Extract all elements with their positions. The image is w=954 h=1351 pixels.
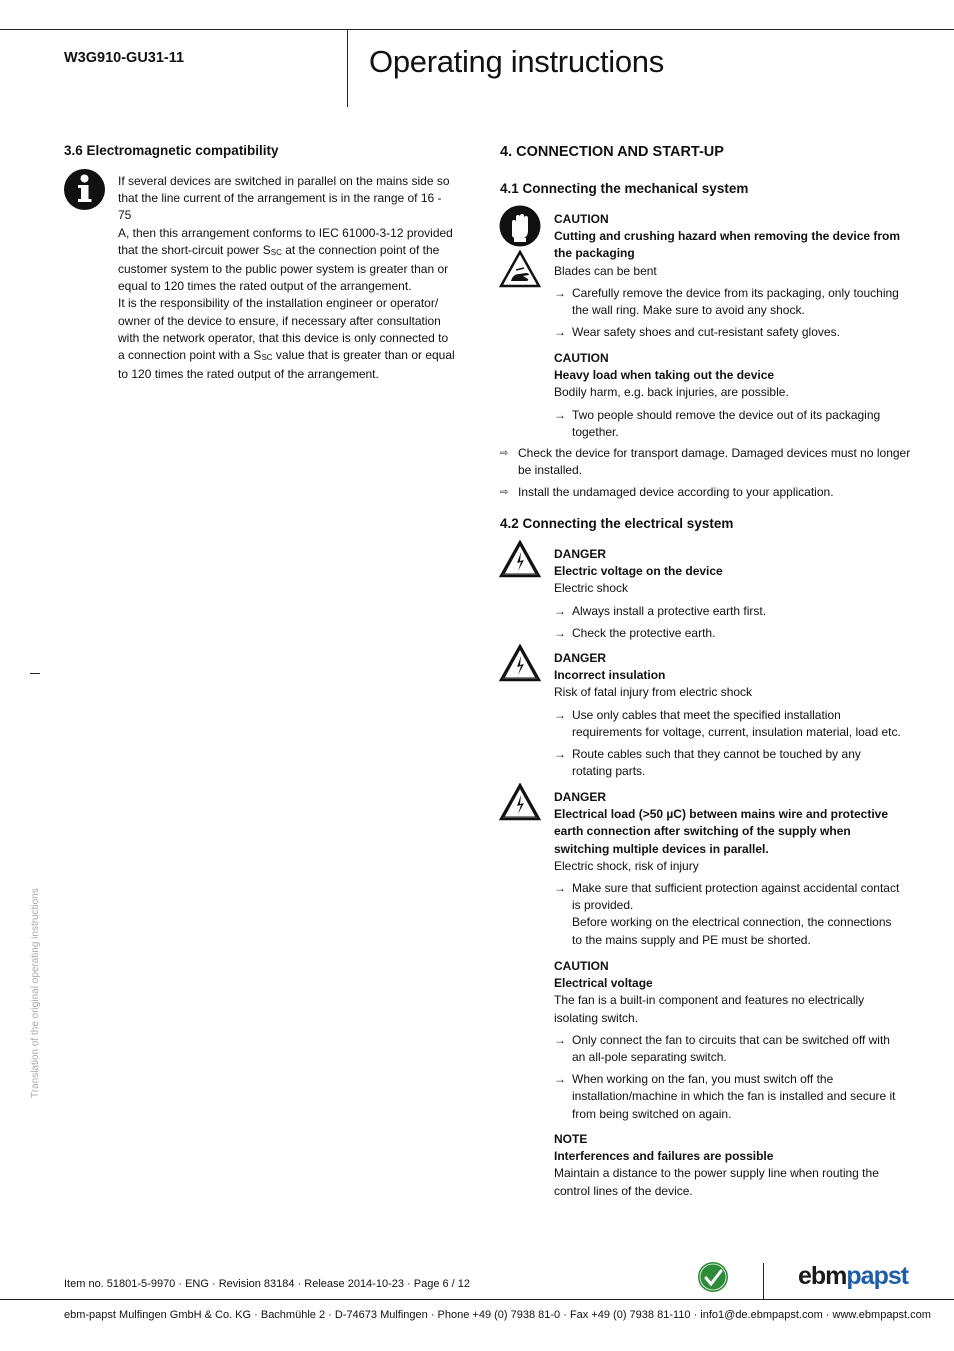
- caution-title: Cutting and crushing hazard when removing the device from the packaging: [554, 229, 901, 261]
- body-line: a connection point with a $S_{SC}$ value that is greater than or equal: [118, 348, 455, 363]
- arrow-icon: →: [554, 707, 566, 722]
- caution-label: CAUTION: [554, 959, 609, 973]
- arrow-icon: →: [554, 625, 566, 640]
- arrow-icon: →: [554, 747, 566, 762]
- section-4-1-heading: 4.1 Connecting the mechanical system: [500, 181, 749, 196]
- section-3-6-body: [118, 173, 458, 383]
- body-line: equal to 120 times the rated output of the arrangement.: [118, 279, 412, 294]
- safety-gloves-icon: [499, 205, 541, 247]
- high-voltage-icon: [499, 540, 541, 578]
- ebmpapst-logo: ebmpapst: [798, 1262, 909, 1290]
- danger-title: Electrical load (>50 µC) between mains wire and protective earth connection after switching of the supply when switching multiple devices in parallel.: [554, 807, 889, 856]
- body-line: that the line current of the arrangement is in the range of 16 - 75: [118, 191, 442, 223]
- note-desc: Maintain a distance to the power supply line when routing the control lines of the device.: [554, 1166, 879, 1198]
- instruction-step: → Only connect the fan to circuits that can be switched off with an all-pole separating switch.: [554, 1032, 890, 1065]
- body-line: with the network operator, that this device is only connected to: [118, 330, 449, 345]
- danger-desc: Risk of fatal injury from electric shock: [554, 685, 753, 700]
- arrow-icon: →: [554, 285, 566, 300]
- section-4-2-heading: 4.2 Connecting the electrical system: [500, 516, 734, 531]
- instruction-step: → Check the protective earth.: [554, 625, 904, 642]
- body-line: that the short-circuit power $S_{SC}$ at the connection point of the: [118, 242, 440, 257]
- danger-title: Incorrect insulation: [554, 668, 666, 683]
- caution-electrical-voltage-block: [554, 958, 904, 1123]
- section-4-heading: 4. CONNECTION AND START-UP: [500, 144, 724, 160]
- footer-rule: [0, 1299, 954, 1300]
- instruction-step: → Use only cables that meet the specified installation requirements for voltage, current, insulation material, load etc.: [554, 707, 901, 739]
- caution-desc: Blades can be bent: [554, 263, 657, 278]
- header-divider: [347, 30, 348, 107]
- caution-title: Heavy load when taking out the device: [554, 368, 775, 383]
- danger-voltage-block: [554, 546, 904, 642]
- instruction-step: → Wear safety shoes and cut-resistant safety gloves.: [554, 324, 904, 341]
- caution-label: CAUTION: [554, 212, 609, 226]
- danger-insulation-block: [554, 650, 904, 780]
- body-line: It is the responsibility of the installation engineer or operator/: [118, 296, 439, 311]
- caution-cutting-block: [554, 211, 904, 341]
- body-line: owner of the device to ensure, if necessary after consultation: [118, 313, 441, 328]
- body-line: customer system to the public power system is greater than or: [118, 262, 449, 277]
- instruction-step: → Route cables such that they cannot be touched by any rotating parts.: [554, 747, 861, 779]
- high-voltage-icon: [499, 783, 541, 821]
- model-number: W3G910-GU31-11: [64, 50, 185, 66]
- section-3-6-heading: 3.6 Electromagnetic compatibility: [64, 143, 279, 158]
- arrow-icon: →: [554, 407, 566, 422]
- note-block: [554, 1131, 904, 1200]
- note-label: NOTE: [554, 1132, 588, 1146]
- arrow-icon: →: [554, 603, 566, 618]
- danger-title: Electric voltage on the device: [554, 564, 723, 579]
- caution-label: CAUTION: [554, 351, 609, 365]
- caution-title: Electrical voltage: [554, 976, 653, 991]
- item-info-line: Item no. 51801-5-9970 · ENG · Revision 83184 · Release 2014-10-23 · Page 6 / 12: [64, 1278, 471, 1290]
- note-title: Interferences and failures are possible: [554, 1149, 774, 1164]
- bullet-arrow-icon: ⇨: [500, 448, 509, 459]
- high-voltage-icon: [499, 644, 541, 682]
- bullet-item: ⇨ Check the device for transport damage. Damaged devices must no longer be installed.: [500, 446, 911, 478]
- page-title: Operating instructions: [369, 44, 664, 79]
- company-info-line: ebm-papst Mulfingen GmbH & Co. KG · Bachmühle 2 · D-74673 Mulfingen · Phone +49 (0) 7938 81-0 · Fax +49 (0) 7938 81-110 · info1@de.ebmpapst.com · www.ebmpapst.com: [64, 1309, 931, 1321]
- caution-desc: Bodily harm, e.g. back injuries, are possible.: [554, 385, 789, 400]
- bullet-item: ⇨ Install the undamaged device according to your application.: [500, 484, 918, 501]
- danger-label: DANGER: [554, 547, 607, 561]
- arrow-icon: →: [554, 1032, 566, 1047]
- arrow-icon: →: [554, 1072, 566, 1087]
- instruction-step: → Make sure that sufficient protection against accidental contact is provided. Before working on the electrical connection, the connections to the mains supply and PE must be shorted.: [554, 881, 900, 947]
- cutting-hazard-icon: [499, 250, 541, 288]
- danger-label: DANGER: [554, 651, 607, 665]
- info-icon: [63, 168, 106, 211]
- instruction-step: → Carefully remove the device from its packaging, only touching the wall ring. Make sure to avoid any shock.: [554, 285, 899, 318]
- danger-desc: Electric shock: [554, 581, 629, 596]
- caution-heavy-load-block: [554, 350, 904, 441]
- arrow-icon: →: [554, 881, 566, 896]
- green-tech-badge-icon: [697, 1261, 729, 1293]
- bullet-arrow-icon: ⇨: [500, 487, 509, 498]
- body-line: to 120 times the rated output of the arrangement.: [118, 367, 379, 382]
- header-top-rule: [0, 29, 954, 30]
- instruction-step: → When working on the fan, you must switch off the installation/machine in which the fan is installed and secure it from being switched on again.: [554, 1072, 896, 1121]
- body-line: A, then this arrangement conforms to IEC 61000-3-12 provided: [118, 225, 453, 240]
- instruction-step: → Two people should remove the device out of its packaging together.: [554, 407, 881, 439]
- footer-divider: [763, 1263, 764, 1299]
- danger-electrical-load-block: [554, 789, 904, 949]
- danger-desc: Electric shock, risk of injury: [554, 858, 699, 873]
- danger-label: DANGER: [554, 790, 607, 804]
- translation-note: Translation of the original operating instructions: [30, 888, 41, 1098]
- margin-mark: [30, 673, 40, 674]
- arrow-icon: →: [554, 325, 566, 340]
- caution-desc: The fan is a built-in component and features no electrically isolating switch.: [554, 993, 865, 1025]
- instruction-step: → Always install a protective earth first.: [554, 603, 904, 620]
- body-line: If several devices are switched in parallel on the mains side so: [118, 174, 450, 188]
